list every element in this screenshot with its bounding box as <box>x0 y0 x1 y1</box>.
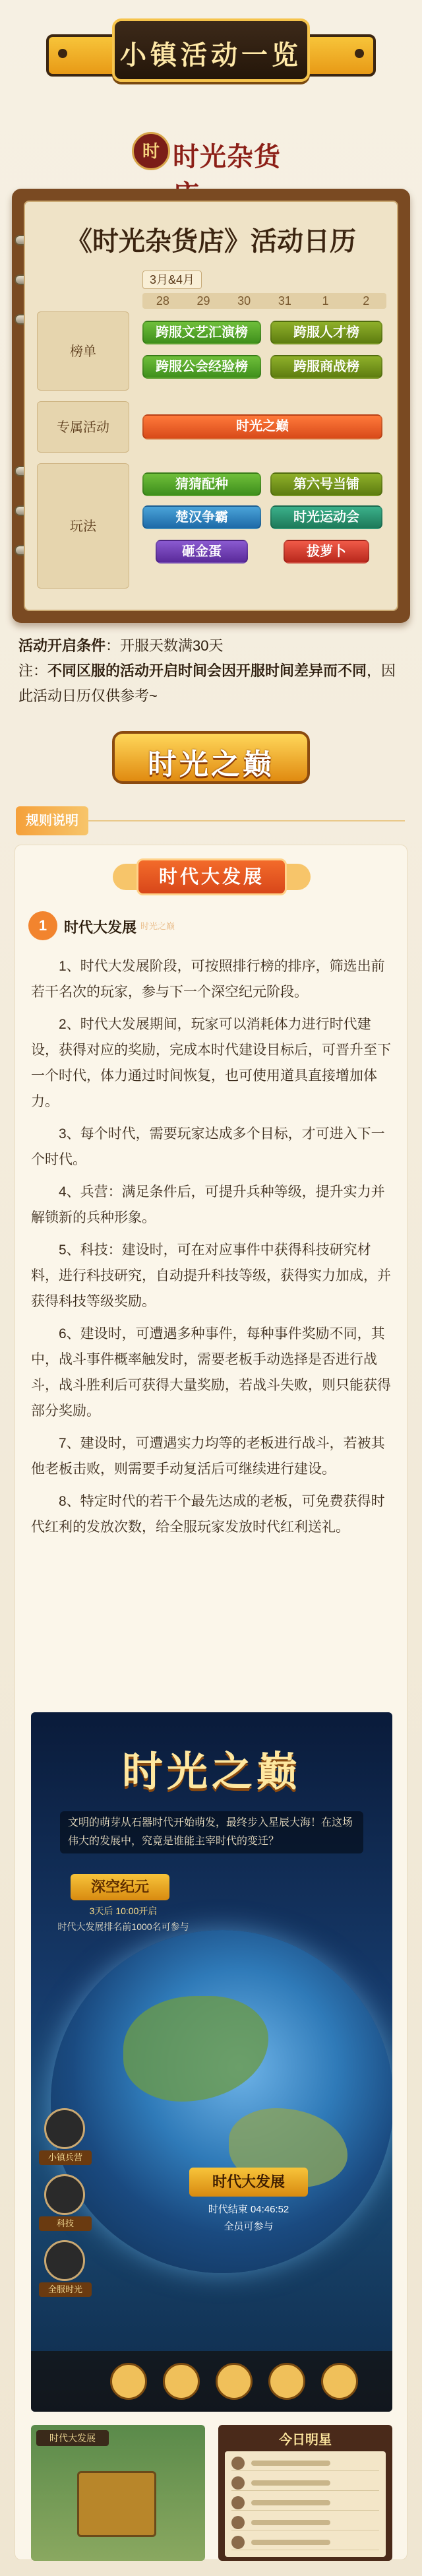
activity-notes <box>18 633 404 709</box>
divider <box>88 820 405 821</box>
menu-icon[interactable] <box>216 2363 253 2400</box>
bolt-icon <box>355 49 364 58</box>
avatar <box>231 2496 245 2509</box>
open-condition <box>18 633 404 659</box>
side-label: 全服时光 <box>39 2282 92 2297</box>
note-body: 不同区服的活动开启时间会因开服时间差异而不同 <box>47 662 367 679</box>
blurred-name <box>251 2461 330 2466</box>
time-peak-logo-text: 时光之巅 <box>148 748 274 781</box>
calendar-day: 2 <box>363 294 370 307</box>
section-banner <box>113 858 311 895</box>
row-label-play: 玩法 <box>37 463 129 589</box>
blurred-name <box>251 2480 330 2486</box>
calendar-page <box>24 201 398 611</box>
development-name: 时代大发展 <box>189 2168 308 2197</box>
event-pull-radish[interactable]: 拔萝卜 <box>284 540 369 564</box>
calendar-month: 3月&4月 <box>142 271 202 289</box>
event-cross-art-rank[interactable]: 跨服文艺汇演榜 <box>142 321 261 344</box>
rule-paragraph: 6、建设时，可遭遇多种事件，每种事件奖励不同，其中，战斗事件概率触发时，需要老板手动选择是否进行战斗，战斗胜利后可获得大量奖励，若战斗失败，则只能获得部分奖励。 <box>31 1326 391 1419</box>
era-name: 深空纪元 <box>71 1874 169 1900</box>
shop-emblem-icon: 时 <box>132 132 170 170</box>
game-bottom-bar <box>31 2351 392 2412</box>
game-screenshot-time-peak <box>31 1712 392 2412</box>
rule-paragraph: 5、科技：建设时，可在对应事件中获得科技研究材料，进行科技研究，自动提升科技等级，获得实力加成，并获得科技等级奖励。 <box>31 1242 391 1309</box>
calendar-day: 29 <box>196 294 210 307</box>
title-banner <box>46 15 376 86</box>
rule-paragraph: 4、兵营：满足条件后，可提升兵种等级，提升实力并解锁新的兵种形象。 <box>31 1184 385 1225</box>
development-status: 全员可参与 <box>224 2221 274 2232</box>
menu-icon[interactable] <box>321 2363 358 2400</box>
side-label: 小镇兵营 <box>39 2150 92 2165</box>
rule-paragraph: 3、每个时代，需要玩家达成多个目标，才可进入下一个时代。 <box>31 1126 385 1167</box>
game2-header: 时代大发展 <box>36 2430 109 2446</box>
subsection-stamp: 时光之巅 <box>140 921 175 931</box>
calendar-days <box>142 293 386 309</box>
note-text <box>18 659 404 709</box>
bolt-icon <box>58 49 67 58</box>
section-title: 时代大发展 <box>136 858 287 895</box>
event-time-peak[interactable]: 时光之巅 <box>142 414 382 439</box>
list-item <box>231 2515 379 2530</box>
list-item <box>231 2455 379 2471</box>
event-cross-guild-rank[interactable]: 跨服公会经验榜 <box>142 355 261 379</box>
star-list <box>225 2451 386 2557</box>
tech-icon[interactable] <box>44 2174 85 2215</box>
rule-paragraph: 1、时代大发展阶段，可按照排行榜的排序，筛选出前若干名次的玩家，参与下一个深空纪元阶段。 <box>31 959 385 1000</box>
shop-logo <box>132 129 290 176</box>
game-screenshot-build <box>31 2425 205 2561</box>
page-title: 小镇活动一览 <box>120 41 302 70</box>
banner-tab <box>112 18 310 82</box>
calendar-title: 《时光杂货店》活动日历 <box>66 227 356 256</box>
shop-name: 时光杂货 <box>173 143 281 172</box>
era-development-tag[interactable] <box>183 2168 315 2240</box>
calendar-day: 1 <box>322 294 329 307</box>
calendar-body <box>37 311 390 602</box>
side-label: 科技 <box>39 2216 92 2231</box>
list-item <box>231 2534 379 2550</box>
list-item <box>231 2495 379 2511</box>
blurred-name <box>251 2540 330 2545</box>
row-label-ranking: 榜单 <box>37 311 129 391</box>
rule-paragraph: 2、时代大发展期间，玩家可以消耗体力进行时代建设，获得对应的奖励，完成本时代建设目标后，可晋升至下一个时代，体力通过时间恢复，也可使用道具直接增加体力。 <box>31 1017 391 1109</box>
event-sports[interactable]: 时光运动会 <box>270 505 382 529</box>
blurred-name <box>251 2520 330 2525</box>
calendar-day: 30 <box>237 294 251 307</box>
calendar-header <box>142 271 386 310</box>
calendar-day: 31 <box>278 294 291 307</box>
avatar <box>231 2536 245 2549</box>
game-screenshot-stars <box>218 2425 392 2561</box>
barracks-icon[interactable] <box>44 2108 85 2149</box>
rule-paragraph: 8、特定时代的若干个最先达成的老板，可免费获得时代红利的发放次数，给全服玩家发放时代红利送礼。 <box>31 1494 385 1535</box>
condition-label: 活动开启条件 <box>18 637 106 654</box>
avatar <box>231 2457 245 2470</box>
subsection-header <box>28 911 226 940</box>
avatar <box>231 2476 245 2490</box>
time-peak-logo <box>112 724 310 790</box>
server-icon[interactable] <box>44 2240 85 2281</box>
note-tail: ，因此活动日历仅供参考~ <box>18 662 396 704</box>
condition-value: ：开服天数满30天 <box>106 637 224 654</box>
building-image <box>77 2471 156 2537</box>
event-chu-han[interactable]: 楚汉争霸 <box>142 505 261 529</box>
note-prefix: 注： <box>18 662 48 679</box>
deep-space-era-tag[interactable] <box>51 1874 196 1947</box>
era-date: 3天后 10:00开启 <box>89 1906 158 1916</box>
blurred-name <box>251 2500 330 2505</box>
game-title: 时光之巅 <box>121 1749 301 1795</box>
row-label-special: 专属活动 <box>37 401 129 453</box>
rules-paragraphs <box>31 953 392 1547</box>
calendar-day: 28 <box>156 294 169 307</box>
calendar-book <box>12 189 410 623</box>
event-cross-business-rank[interactable]: 跨服商战榜 <box>270 355 382 379</box>
event-pawnshop[interactable]: 第六号当铺 <box>270 472 382 496</box>
game3-header: 今日明星 <box>279 2433 332 2447</box>
avatar <box>231 2516 245 2529</box>
rule-paragraph: 7、建设时，可遭遇实力均等的老板进行战斗，若被其他老板击败，则需要手动复活后可继续进行建设。 <box>31 1436 385 1477</box>
development-timer: 时代结束 04:46:52 <box>208 2204 289 2215</box>
menu-icon[interactable] <box>110 2363 147 2400</box>
era-condition: 时代大发展排名前1000名可参与 <box>57 1921 189 1932</box>
rules-card <box>15 845 407 2560</box>
menu-icon[interactable] <box>163 2363 200 2400</box>
game-intro: 文明的萌芽从石器时代开始萌发，最终步入星辰大海！在这场伟大的发展中，究竟是谁能主宰时代的变迁？ <box>60 1811 363 1853</box>
event-guess-breed[interactable]: 猜猜配种 <box>142 472 261 496</box>
subsection-label: 时代大发展 <box>64 919 137 936</box>
event-golden-egg[interactable]: 砸金蛋 <box>156 540 248 564</box>
event-cross-talent-rank[interactable]: 跨服人才榜 <box>270 321 382 344</box>
menu-icon[interactable] <box>268 2363 305 2400</box>
rules-tab[interactable]: 规则说明 <box>16 806 88 835</box>
list-item <box>231 2475 379 2491</box>
subsection-number: 1 <box>28 911 57 940</box>
